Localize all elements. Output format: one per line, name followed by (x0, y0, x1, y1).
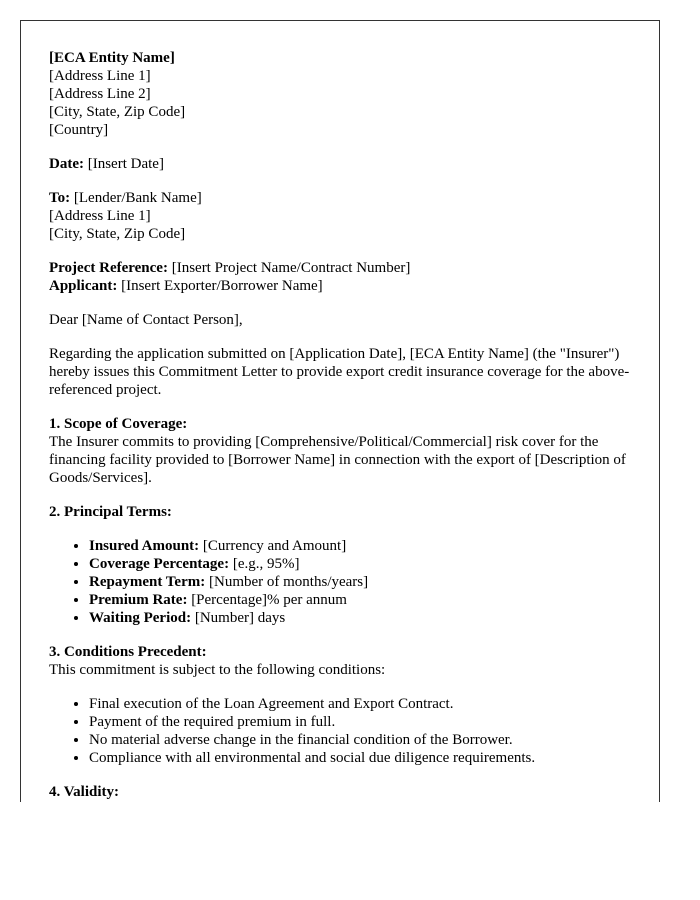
sender-block (49, 49, 631, 139)
applicant-label: Applicant: (49, 278, 118, 294)
date-label: Date: (49, 156, 84, 172)
term-label: Insured Amount: (89, 538, 200, 554)
section-1-title: 1. Scope of Coverage: (49, 416, 188, 432)
term-label: Waiting Period: (89, 610, 192, 626)
term-value: [Currency and Amount] (199, 538, 347, 554)
sender-country: [Country] (49, 122, 109, 138)
applicant-value: [Insert Exporter/Borrower Name] (117, 278, 323, 294)
section-1-body: The Insurer commits to providing [Comprehensive/Political/Commercial] risk cover for the financing facility provided to [Borrower Name] in connection with the export of [Description of Goods/Services]. (49, 434, 626, 486)
date-value: [Insert Date] (83, 156, 164, 172)
section-3-body: This commitment is subject to the following conditions: (49, 662, 386, 678)
list-item (89, 555, 631, 573)
to-label: To: (49, 190, 71, 206)
term-label: Premium Rate: (89, 592, 188, 608)
list-item (89, 573, 631, 591)
sender-address-2: [Address Line 2] (49, 86, 151, 102)
commitment-letter (20, 20, 660, 802)
term-value: [Percentage]% per annum (187, 592, 347, 608)
sender-city: [City, State, Zip Code] (49, 104, 186, 120)
list-item: • Compliance with all environmental and social due diligence requirements. (89, 749, 631, 767)
list-item (89, 537, 631, 555)
term-value: [Number of months/years] (205, 574, 369, 590)
section-4-title: 4. Validity: (49, 784, 120, 800)
reference-block (49, 259, 631, 295)
project-ref-label: Project Reference: (49, 260, 168, 276)
project-ref-value: [Insert Project Name/Contract Number] (167, 260, 411, 276)
list-item: • Final execution of the Loan Agreement and Export Contract. (89, 695, 631, 713)
term-value: [e.g., 95%] (229, 556, 300, 572)
list-item (89, 591, 631, 609)
section-3-title: 3. Conditions Precedent: (49, 644, 207, 660)
section-2-title: 2. Principal Terms: (49, 504, 172, 520)
term-value: [Number] days (191, 610, 286, 626)
principal-terms-list (49, 537, 631, 627)
salutation: Dear [Name of Contact Person], (49, 312, 243, 328)
recipient-block (49, 189, 631, 243)
conditions-list (49, 695, 631, 767)
intro-paragraph: Regarding the application submitted on [Application Date], [ECA Entity Name] (the "Insurer") hereby issues this Commitment Letter to provide export credit insurance coverage for the above-referenced project. (49, 346, 630, 398)
list-item (89, 609, 631, 627)
sender-name: [ECA Entity Name] (49, 50, 175, 66)
term-label: Coverage Percentage: (89, 556, 230, 572)
recipient-name: [Lender/Bank Name] (70, 190, 202, 206)
sender-address-1: [Address Line 1] (49, 68, 151, 84)
term-label: Repayment Term: (89, 574, 206, 590)
recipient-address: [Address Line 1] (49, 208, 151, 224)
list-item: • No material adverse change in the financial condition of the Borrower. (89, 731, 631, 749)
recipient-city: [City, State, Zip Code] (49, 226, 186, 242)
list-item: • Payment of the required premium in full. (89, 713, 631, 731)
date-line (49, 155, 631, 173)
